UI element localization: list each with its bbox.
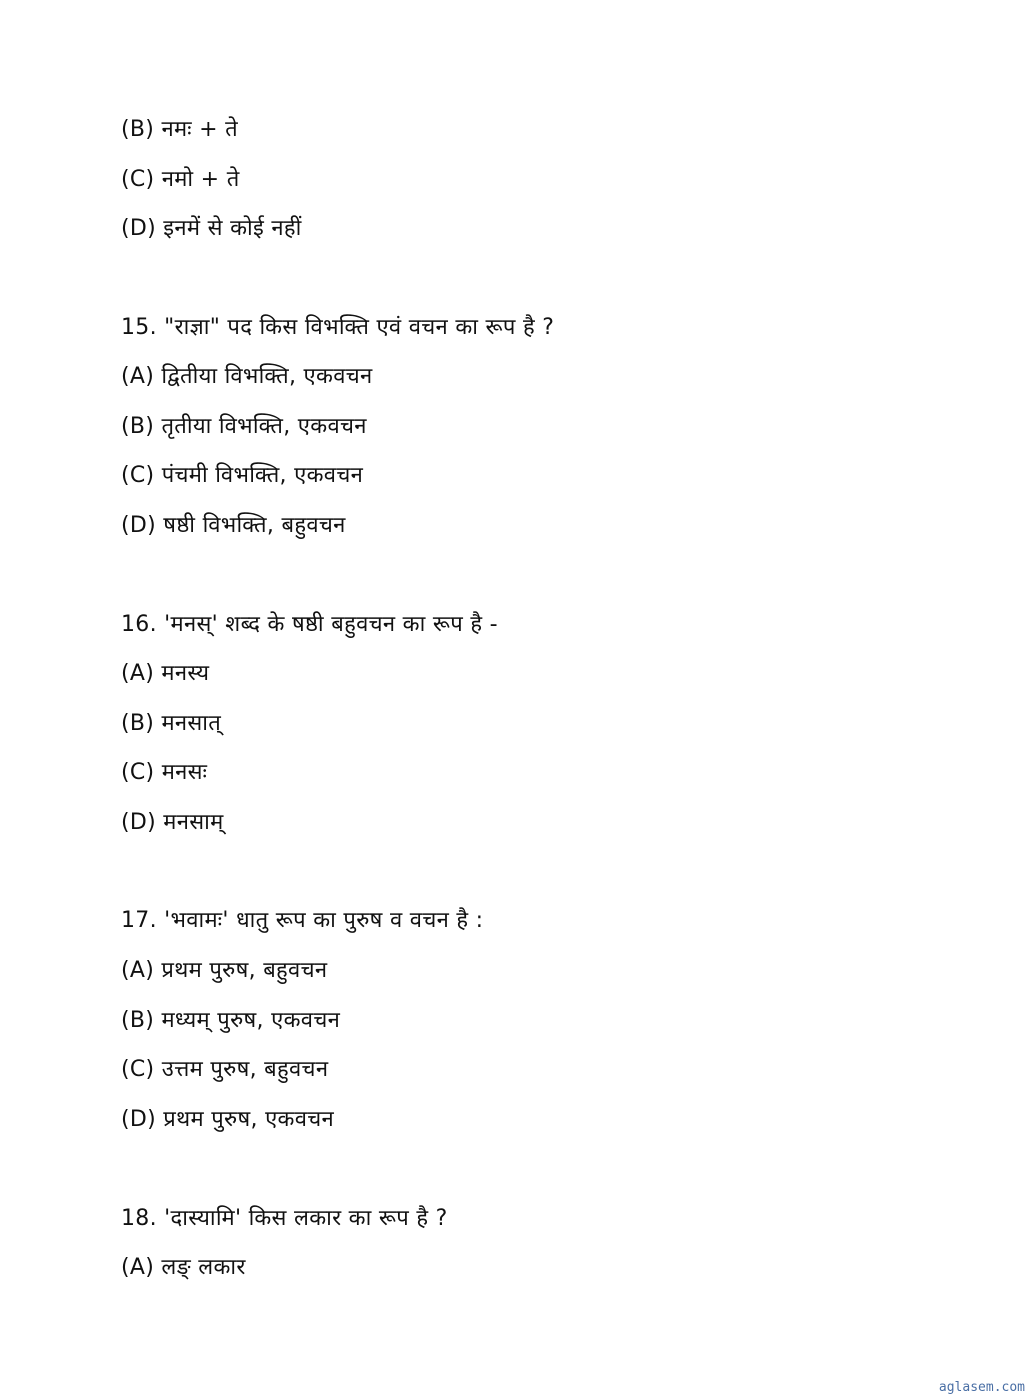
option-d-q17: (D) प्रथम पुरुष, एकवचन: [121, 1107, 335, 1132]
option-c-q14: (C) नमो + ते: [121, 167, 240, 192]
option-c-q17: (C) उत्तम पुरुष, बहुवचन: [121, 1057, 329, 1082]
watermark: aglasem.com: [938, 1380, 1025, 1395]
option-d-q15: (D) षष्ठी विभक्ति, बहुवचन: [121, 513, 346, 538]
question-17: 17. 'भवामः' धातु रूप का पुरुष व वचन है :: [121, 908, 484, 933]
option-b-q16: (B) मनसात्: [121, 711, 222, 736]
option-b-q14: (B) नमः + ते: [121, 117, 239, 142]
question-16: 16. 'मनस्' शब्द के षष्ठी बहुवचन का रूप है -: [121, 612, 498, 637]
option-d-q16: (D) मनसाम्: [121, 810, 224, 835]
option-c-q15: (C) पंचमी विभक्ति, एकवचन: [121, 463, 364, 488]
option-a-q18: (A) लङ् लकार: [121, 1255, 246, 1280]
question-15: 15. "राज्ञा" पद किस विभक्ति एवं वचन का रूप है ?: [121, 315, 555, 340]
question-18: 18. 'दास्यामि' किस लकार का रूप है ?: [121, 1206, 448, 1231]
option-a-q17: (A) प्रथम पुरुष, बहुवचन: [121, 958, 328, 983]
option-b-q15: (B) तृतीया विभक्ति, एकवचन: [121, 414, 367, 439]
option-a-q15: (A) द्वितीया विभक्ति, एकवचन: [121, 364, 373, 389]
option-a-q16: (A) मनस्य: [121, 661, 210, 686]
option-d-q14: (D) इनमें से कोई नहीं: [121, 216, 302, 241]
option-c-q16: (C) मनसः: [121, 760, 208, 785]
option-b-q17: (B) मध्यम् पुरुष, एकवचन: [121, 1008, 341, 1033]
